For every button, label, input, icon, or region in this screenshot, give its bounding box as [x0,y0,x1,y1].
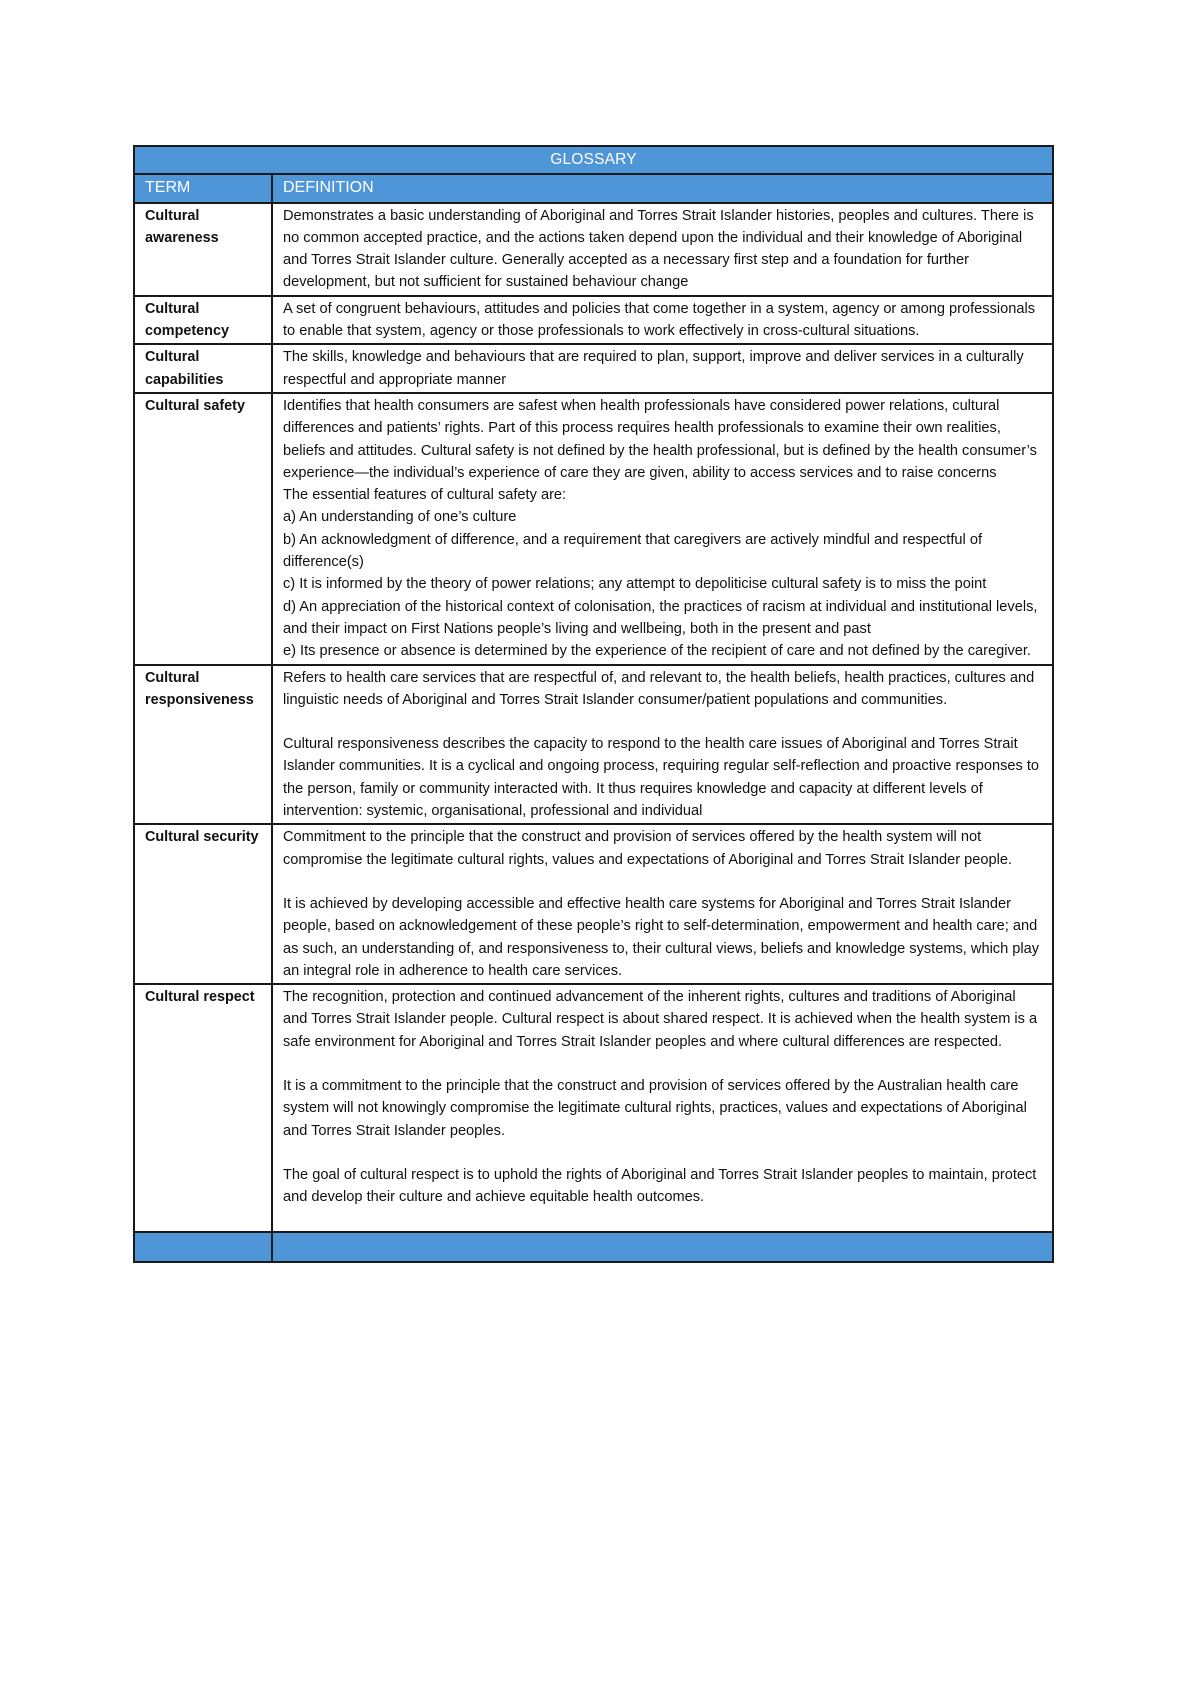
glossary-row [134,984,1053,1232]
definition-paragraph: a) An understanding of one’s culture [283,509,517,526]
definition-paragraph: Cultural responsiveness describes the capacity to respond to the health care issues of Aboriginal and Torres Strait Islander communities. It is a cyclical and ongoing process, requiring regular self-reflection and proactive responses to the person, family or community interacted with. It thus requires knowledge and capacity at different levels of intervention: systemic, organisational, professional and individual [283,736,1044,820]
glossary-term: Cultural competency [134,296,272,345]
glossary-definition [272,984,1053,1232]
definition-column-header: DEFINITION [272,174,1053,202]
glossary-row [134,203,1053,296]
definition-paragraph: The skills, knowledge and behaviours that are required to plan, support, improve and deliver services in a culturally respectful and appropriate manner [283,349,1028,388]
definition-paragraph: c) It is informed by the theory of power relations; any attempt to depoliticise cultural safety is to miss the point [283,576,987,593]
glossary-term: Cultural respect [134,984,272,1232]
glossary-row [134,393,1053,665]
definition-paragraph: Commitment to the principle that the construct and provision of services offered by the health system will not compromise the legitimate cultural rights, values and expectations of Aboriginal and Torres Strait Islander people. [283,829,1013,868]
glossary-title-row [134,146,1053,174]
glossary-definition [272,344,1053,393]
glossary-definition [272,203,1053,296]
glossary-term: Cultural responsiveness [134,665,272,825]
glossary-row [134,824,1053,984]
glossary-definition [272,824,1053,984]
definition-paragraph: A set of congruent behaviours, attitudes and policies that come together in a system, agency or among professionals to enable that system, agency or those professionals to work effectively in cross-cultural situations. [283,300,1040,340]
glossary-header-row [134,174,1053,202]
footer-definition-cell [272,1232,1053,1262]
definition-paragraph: d) An appreciation of the historical context of colonisation, the practices of racism at individual and institutional levels, and their impact on First Nations people’s living and wellbeing, both in the present and past [283,598,1042,637]
term-column-header: TERM [134,174,272,202]
definition-paragraph: Refers to health care services that are respectful of, and relevant to, the health beliefs, health practices, cultures and linguistic needs of Aboriginal and Torres Strait Islander consumer/patient populations and communities. [283,669,1039,708]
glossary-term: Cultural awareness [134,203,272,296]
definition-paragraph: It is a commitment to the principle that the construct and provision of services offered by the Australian health care system will not knowingly compromise the legitimate cultural rights, practices, values and expectations of Aboriginal and Torres Strait Islander peoples. [283,1077,1031,1139]
glossary-title: GLOSSARY [134,146,1053,174]
glossary-definition [272,665,1053,825]
definition-paragraph: The goal of cultural respect is to uphold the rights of Aboriginal and Torres Strait Islander peoples to maintain, protect and develop their culture and achieve equitable health outcomes. [283,1166,1041,1206]
glossary-definition [272,393,1053,665]
definition-paragraph: b) An acknowledgment of difference, and a requirement that caregivers are actively mindful and respectful of difference(s) [283,531,987,571]
blank-line [283,1208,1042,1230]
definition-paragraph: The essential features of cultural safety are: [283,487,567,504]
glossary-row [134,665,1053,825]
footer-term-cell [134,1232,272,1262]
glossary-definition [272,296,1053,345]
glossary-term: Cultural safety [134,393,272,665]
glossary-table [133,145,1054,1263]
glossary-term: Cultural capabilities [134,344,272,393]
glossary-row [134,344,1053,393]
definition-paragraph: e) Its presence or absence is determined by the experience of the recipient of care and not defined by the caregiver. [283,643,1031,660]
glossary-row [134,296,1053,345]
glossary-term: Cultural security [134,824,272,984]
definition-paragraph: It is achieved by developing accessible and effective health care systems for Aboriginal and Torres Strait Islander people, based on acknowledgement of these people’s right to self-determination, empowerment and health care; and as such, an understanding of, and responsiveness to, their cultural views, beliefs and knowledge systems, which play an integral role in adherence to health care services. [283,895,1044,979]
definition-paragraph: Identifies that health consumers are safest when health professionals have considered power relations, cultural differences and patients’ rights. Part of this process requires health professionals to examine their own realities, beliefs and attitudes. Cultural safety is not defined by the health professional, but is defined by the health consumer’s experience—the individual’s experience of care they are given, ability to access services and to raise concerns [283,397,1041,481]
definition-paragraph: The recognition, protection and continued advancement of the inherent rights, cultures and traditions of Aboriginal and Torres Strait Islander people. Cultural respect is about shared respect. It is achieved when the health system is a safe environment for Aboriginal and Torres Strait Islander peoples and where cultural differences are respected. [283,989,1042,1050]
glossary-footer-row [134,1232,1053,1262]
definition-paragraph: Demonstrates a basic understanding of Aboriginal and Torres Strait Islander histories, peoples and cultures. There is no common accepted practice, and the actions taken depend upon the individual and their knowledge of Aboriginal and Torres Strait Islander culture. Generally accepted as a necessary first step and a foundation for further development, but not sufficient for sustained behaviour change [283,207,1038,291]
